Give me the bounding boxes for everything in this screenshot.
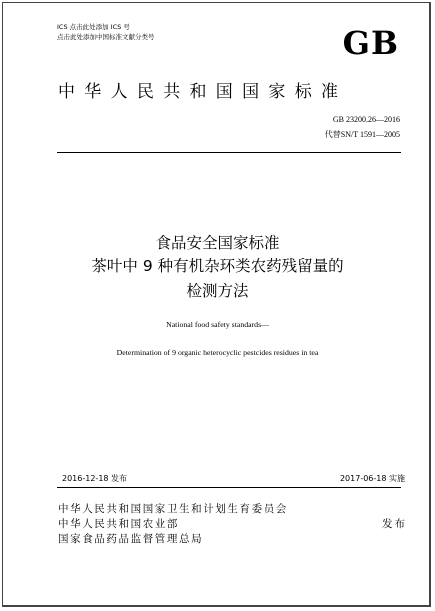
implementation-date: 2017-06-18 实施 [339, 474, 405, 483]
gb-logo: GB [342, 24, 399, 62]
issuer-line-2: 中华人民共和国农业部 [58, 518, 179, 530]
top-divider [57, 152, 401, 153]
english-title-line-1: National food safety standards— [166, 320, 269, 329]
title-line-1: 食品安全国家标准 [155, 234, 280, 252]
classification-number: 点击此处添加中国标准文献分类号 [57, 33, 155, 41]
issuer-line-3: 国家食品药品监督管理总局 [58, 533, 204, 545]
title-line-3: 检测方法 [186, 282, 249, 300]
english-title-line-2: Determination of 9 organic heterocyclic pestcides residues in tea [116, 348, 319, 357]
publish-date: 2016-12-18 发布 [62, 474, 128, 483]
standard-number: GB 23200.26—2016 [332, 115, 400, 124]
title-line-2: 茶叶中 9 种有机杂环类农药残留量的 [91, 257, 344, 275]
issue-label: 发布 [382, 518, 407, 530]
ics-number: ICS 点击此处添加 ICS 号 [57, 23, 130, 31]
bottom-divider [57, 487, 401, 488]
standard-type-name: 中华人民共和国国家标准 [58, 82, 348, 102]
issuer-line-1: 中华人民共和国国家卫生和计划生育委员会 [58, 503, 288, 515]
replaces-standard: 代替SN/T 1591—2005 [324, 130, 400, 139]
